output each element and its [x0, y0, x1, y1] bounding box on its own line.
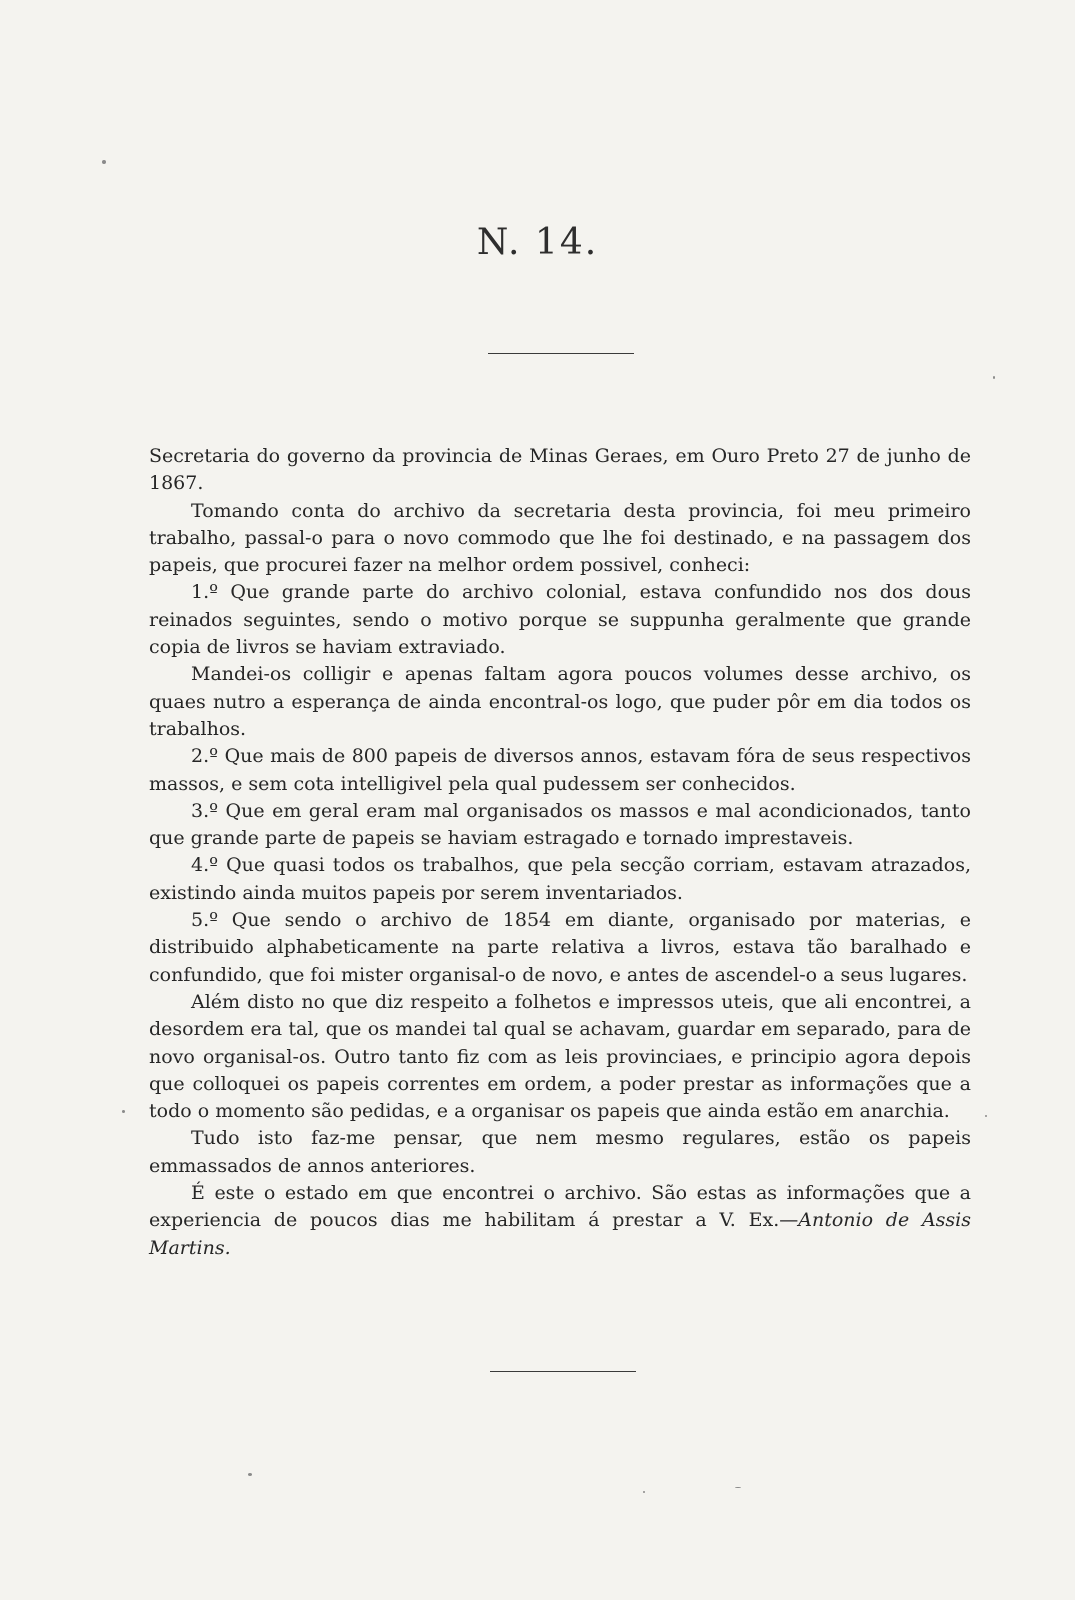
- paper-speck: [248, 1473, 252, 1476]
- paper-speck: [985, 1115, 987, 1117]
- item-paragraph-3: 3.º Que em geral eram mal organisados os massos e mal acondicionados, tanto que grande parte de papeis se haviam estragado e tornado imprestaveis.: [149, 799, 971, 850]
- signature: Antonio de Assis Martins.: [149, 1209, 971, 1259]
- item-paragraph-4: 4.º Que quasi todos os trabalhos, que pela secção corriam, estavam atrazados, existindo ainda muitos papeis por serem inventariados.: [149, 854, 971, 904]
- body-paragraph: Mandei-os colligir e apenas faltam agora poucos volumes desse archivo, os quaes nutro a esperança de ainda encontral-os logo, que puder pôr em dia todos os trabalhos.: [149, 663, 971, 740]
- bottom-divider: [490, 1371, 636, 1372]
- letter-body: [149, 443, 971, 1262]
- body-paragraph: Tomando conta do archivo da secretaria desta provincia, foi meu primeiro trabalho, passal-o para o novo commodo que lhe foi destinado, e na passagem dos papeis, que procurei fazer na melhor ordem possivel, conheci:: [149, 499, 971, 577]
- item-paragraph-2: 2.º Que mais de 800 papeis de diversos annos, estavam fóra de seus respectivos massos, e sem cota intelligivel pela qual pudessem ser conhecidos.: [149, 745, 971, 795]
- document-number-heading: N. 14.: [476, 222, 599, 263]
- item-paragraph-5: 5.º Que sendo o archivo de 1854 em diante, organisado por materias, e distribuido alphabeticamente na parte relativa a livros, estava tão baralhado e confundido, que foi mister organisal-o de novo, e antes de ascendel-o a seus lugares.: [149, 909, 971, 986]
- body-paragraph: Tudo isto faz-me pensar, que nem mesmo regulares, estão os papeis emmassados de annos anteriores.: [149, 1127, 971, 1177]
- item-paragraph-1: 1.º Que grande parte do archivo colonial, estava confundido nos dos dous reinados seguintes, sendo o motivo porque se suppunha geralmente que grande copia de livros se haviam extraviado.: [149, 581, 971, 659]
- closing-text: É este o estado em que encontrei o archivo. São estas as informações que a experiencia de poucos dias me habilitam á prestar a V. Ex.—: [149, 1182, 971, 1232]
- paper-speck: [993, 376, 995, 379]
- dateline-paragraph: Secretaria do governo da provincia de Minas Geraes, em Ouro Preto 27 de junho de 1867.: [149, 445, 971, 495]
- paper-speck: [735, 1487, 741, 1488]
- paper-speck: [102, 160, 106, 164]
- top-divider: [488, 353, 634, 354]
- paper-speck: [643, 1491, 645, 1493]
- closing-paragraph: [149, 1180, 971, 1262]
- body-paragraph: Além disto no que diz respeito a folhetos e impressos uteis, que ali encontrei, a desordem era tal, que os mandei tal qual se achavam, guardar em separado, para de novo organisal-os. Outro tanto fiz com as leis provinciaes, e principio agora depois que colloquei os papeis correntes em ordem, a poder prestar as informações que a todo o momento são pedidas, e a organisar os papeis que ainda estão em anarchia.: [149, 990, 971, 1123]
- paper-speck: [122, 1110, 125, 1113]
